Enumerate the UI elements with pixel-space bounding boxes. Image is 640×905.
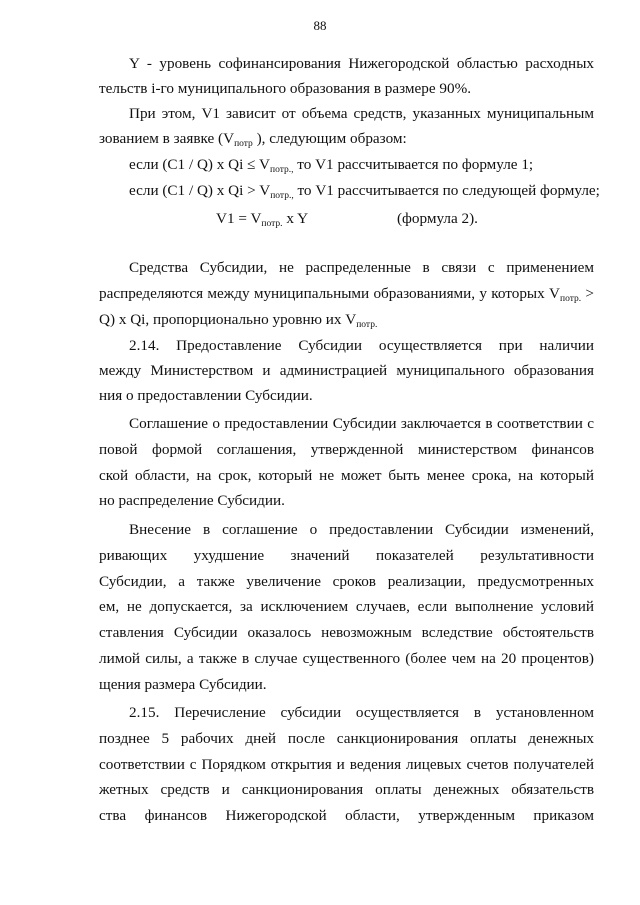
paragraph-6-line-3: Субсидии, а также увеличение сроков реализации, предусмотренных [99, 573, 594, 590]
subscript: потр. [356, 320, 378, 330]
subscript: потр [234, 139, 253, 149]
paragraph-6-line-7: щения размера Субсидии. [99, 676, 267, 693]
formula-2 [216, 209, 308, 229]
text-run: x Y [282, 210, 309, 227]
paragraph-1-line-2: тельств i-го муниципального образования в размере 90%. [99, 80, 472, 97]
paragraph-6-line-6: лимой силы, а также в случае существенного (более чем на 20 процентов) [99, 650, 594, 667]
text-run: Q) x Qi, пропорционально уровню их V [99, 311, 357, 328]
paragraph-3-line-3 [99, 310, 594, 330]
text-run: > [585, 285, 594, 302]
paragraph-5-line-4: но распределение Субсидии. [99, 492, 285, 509]
condition-2 [129, 181, 600, 201]
paragraph-6-line-5: ставления Субсидии оказалось невозможным вследствие обстоятельств [99, 624, 594, 641]
paragraph-7-line-3: соответствии с Порядком открытия и ведения лицевых счетов получателей [99, 756, 594, 773]
paragraph-6-line-1: Внесение в соглашение о предоставлении Субсидии изменений, [129, 521, 594, 538]
subscript: потр., [270, 191, 294, 201]
text-run: ), следующим образом: [252, 130, 407, 147]
text-run: если (C1 / Q) x Qi ≤ V [129, 156, 270, 173]
paragraph-3-line-1: Средства Субсидии, не распределенные в связи с применением [129, 259, 594, 276]
subscript: потр., [269, 165, 294, 175]
text-run: зованием в заявке (V [99, 130, 235, 147]
condition-1 [129, 155, 594, 175]
text-run: то V1 рассчитывается по следующей формуле; [293, 182, 600, 199]
paragraph-7-line-1: 2.15. Перечисление субсидии осуществляется в установленном [129, 704, 594, 721]
page-number: 88 [313, 18, 327, 33]
paragraph-4-line-3: ния о предоставлении Субсидии. [99, 387, 313, 404]
text-run: то V1 рассчитывается по формуле 1; [293, 156, 534, 173]
paragraph-5-line-2: повой формой соглашения, утвержденной министерством финансов [99, 441, 594, 458]
paragraph-2-line-1: При этом, V1 зависит от объема средств, указанных муниципальным [129, 105, 594, 122]
text-run: V1 = V [216, 210, 262, 227]
paragraph-5-line-1: Соглашение о предоставлении Субсидии заключается в соответствии с [129, 415, 594, 432]
paragraph-7-line-2: позднее 5 рабочих дней после санкционирования оплаты денежных [99, 730, 594, 747]
paragraph-3-line-2 [99, 284, 594, 304]
paragraph-6-line-2: ривающих ухудшение значений показателей результативности [99, 547, 594, 564]
text-run: распределяются между муниципальными образованиями, у которых V [99, 285, 561, 302]
subscript: потр. [261, 219, 283, 229]
paragraph-5-line-3: ской области, на срок, который не может быть менее срока, на который [99, 467, 594, 484]
text-run: если (C1 / Q) x Qi > V [129, 182, 271, 199]
paragraph-4-line-2: между Министерством и администрацией муниципального образования [99, 362, 594, 379]
paragraph-6-line-4: ем, не допускается, за исключением случаев, если выполнение условий [99, 598, 594, 615]
paragraph-4-line-1: 2.14. Предоставление Субсидии осуществляется при наличии [129, 337, 594, 354]
paragraph-2-line-2 [99, 129, 594, 149]
formula-2-label: (формула 2). [397, 210, 478, 227]
paragraph-7-line-5: ства финансов Нижегородской области, утвержденным приказом [99, 807, 594, 824]
subscript: потр. [560, 294, 582, 304]
paragraph-7-line-4: жетных средств и санкционирования оплаты денежных обязательств [99, 781, 594, 798]
paragraph-1-line-1: Y - уровень софинансирования Нижегородской областью расходных [129, 55, 594, 72]
